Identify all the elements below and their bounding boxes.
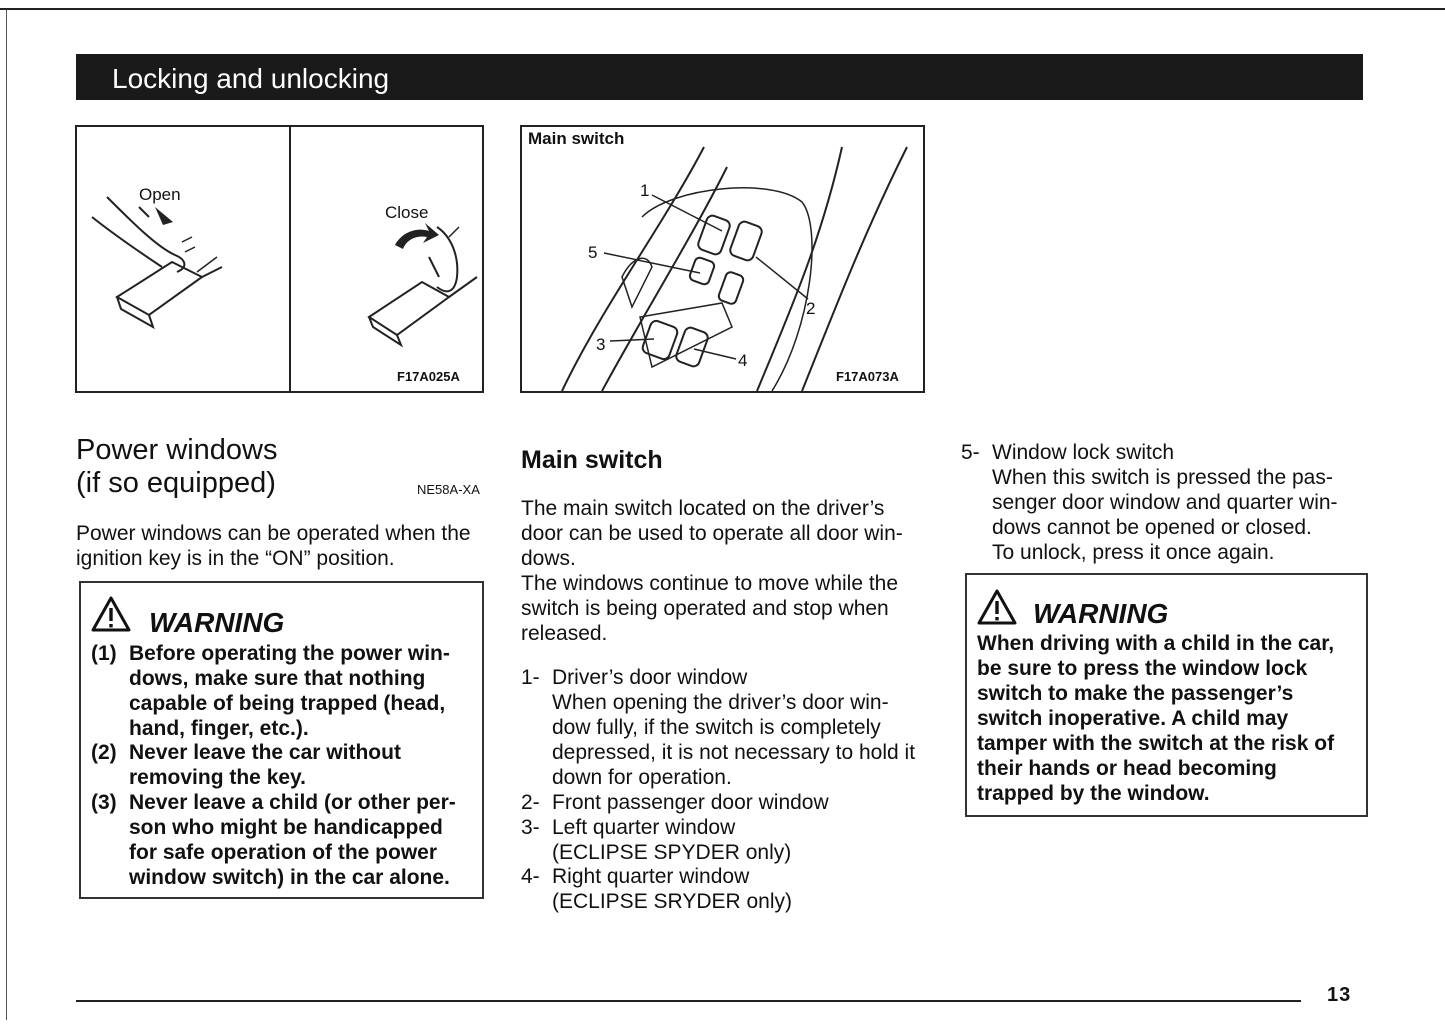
text-line: down for operation.: [552, 766, 732, 789]
section-title-bar: [76, 54, 1363, 100]
text-line: (ECLIPSE SPYDER only): [552, 841, 792, 864]
item-number: 4-: [521, 865, 540, 888]
left-margin-rule: [6, 10, 7, 1020]
list-item: [521, 790, 931, 815]
heading-line: Power windows: [76, 434, 278, 466]
text-line: door can be used to operate all door win-: [521, 522, 903, 545]
text-line: When driving with a child in the car,: [977, 632, 1335, 655]
text-line: (ECLIPSE SRYDER only): [552, 890, 793, 913]
callout-3: 3: [596, 335, 606, 354]
callout-2: 2: [806, 299, 816, 318]
text-line: removing the key.: [129, 766, 307, 789]
reference-code: NE58A-XA: [417, 482, 480, 497]
item-number: 1-: [521, 666, 540, 689]
text-line: dow fully, if the switch is completely: [552, 716, 881, 739]
main-switch-figure-title: Main switch: [528, 129, 625, 148]
text-line: Never leave a child (or other per-: [129, 791, 456, 814]
warning-item: [91, 740, 476, 790]
text-line: Before operating the power win-: [129, 642, 450, 665]
item-text: [552, 815, 791, 865]
warning-box-power-windows: [79, 581, 484, 899]
list-item: [521, 815, 931, 865]
text-line: When opening the driver’s door win-: [552, 691, 889, 714]
item-text: [129, 740, 401, 790]
text-line: released.: [521, 622, 608, 645]
main-switch-heading: Main switch: [521, 446, 663, 474]
warning-triangle-icon: [977, 589, 1017, 625]
section-title: Locking and unlocking: [112, 63, 390, 94]
power-windows-heading: [76, 434, 376, 500]
text-line: capable of being trapped (head,: [129, 692, 446, 715]
text-line: senger door window and quarter win-: [992, 491, 1338, 514]
callout-1: 1: [640, 181, 650, 200]
item-text: [552, 790, 829, 815]
text-line: their hands or head becoming: [977, 757, 1277, 780]
text-line: switch to make the passenger’s: [977, 682, 1294, 705]
text-line: switch inoperative. A child may: [977, 707, 1289, 730]
power-windows-intro: [76, 521, 496, 571]
text-line: window switch) in the car alone.: [129, 866, 450, 889]
item-number: 2-: [521, 791, 540, 814]
text-line: Window lock switch: [992, 441, 1175, 464]
text-line: dows, make sure that nothing: [129, 667, 426, 690]
text-line: The windows continue to move while the: [521, 572, 899, 595]
figure-open-close: [75, 125, 484, 393]
item-text: [992, 440, 1338, 565]
warning-text: [977, 631, 1362, 809]
text-line: Left quarter window: [552, 816, 736, 839]
list-item-lock-switch: [961, 440, 1371, 565]
open-close-illustration: [77, 127, 482, 391]
item-text: [552, 864, 792, 914]
main-switch-illustration: [522, 127, 923, 391]
text-line: Driver’s door window: [552, 666, 748, 689]
warning-title: WARNING: [149, 607, 285, 638]
text-line: Power windows can be operated when the: [76, 522, 471, 545]
warning-title: WARNING: [1033, 598, 1169, 629]
text-line: Right quarter window: [552, 865, 750, 888]
text-line: When this switch is pressed the pas-: [992, 466, 1333, 489]
top-rule: [0, 8, 1445, 10]
item-number: (2): [91, 741, 117, 764]
main-switch-paragraph: [521, 496, 931, 646]
page-number: 13: [1327, 984, 1352, 1006]
text-line: hand, finger, etc.).: [129, 717, 309, 740]
warning-box-lock-switch: [965, 573, 1368, 817]
figure-main-switch: [520, 125, 925, 393]
text-line: ignition key is in the “ON” position.: [76, 547, 395, 570]
text-line: trapped by the window.: [977, 782, 1210, 805]
list-item: [521, 864, 931, 914]
item-number: 3-: [521, 816, 540, 839]
item-number: (1): [91, 642, 117, 665]
figure-code: F17A025A: [397, 369, 460, 384]
list-item: [521, 665, 931, 790]
item-text: [129, 641, 450, 741]
item-number: (3): [91, 791, 117, 814]
text-line: tamper with the switch at the risk of: [977, 732, 1335, 755]
text-line: Never leave the car without: [129, 741, 401, 764]
warning-item: [91, 641, 476, 741]
text-line: dows.: [521, 547, 576, 570]
warning-item: [91, 790, 476, 890]
text-line: son who might be handicapped: [129, 816, 443, 839]
text-line: for safe operation of the power: [129, 841, 438, 864]
callout-5: 5: [588, 243, 598, 262]
text-line: To unlock, press it once again.: [992, 541, 1275, 564]
figure-code: F17A073A: [836, 369, 899, 384]
footer-rule: [76, 1000, 1301, 1002]
text-line: The main switch located on the driver’s: [521, 497, 885, 520]
open-label: Open: [139, 185, 181, 204]
text-line: Front passenger door window: [552, 791, 829, 814]
item-text: [552, 665, 915, 790]
text-line: dows cannot be opened or closed.: [992, 516, 1312, 539]
text-line: be sure to press the window lock: [977, 657, 1308, 680]
text-line: switch is being operated and stop when: [521, 597, 889, 620]
warning-triangle-icon: [91, 596, 131, 632]
callout-4: 4: [738, 351, 748, 370]
item-number: 5-: [961, 441, 980, 464]
text-line: depressed, it is not necessary to hold it: [552, 741, 916, 764]
heading-line: (if so equipped): [76, 467, 276, 499]
item-text: [129, 790, 456, 890]
close-label: Close: [385, 203, 429, 222]
